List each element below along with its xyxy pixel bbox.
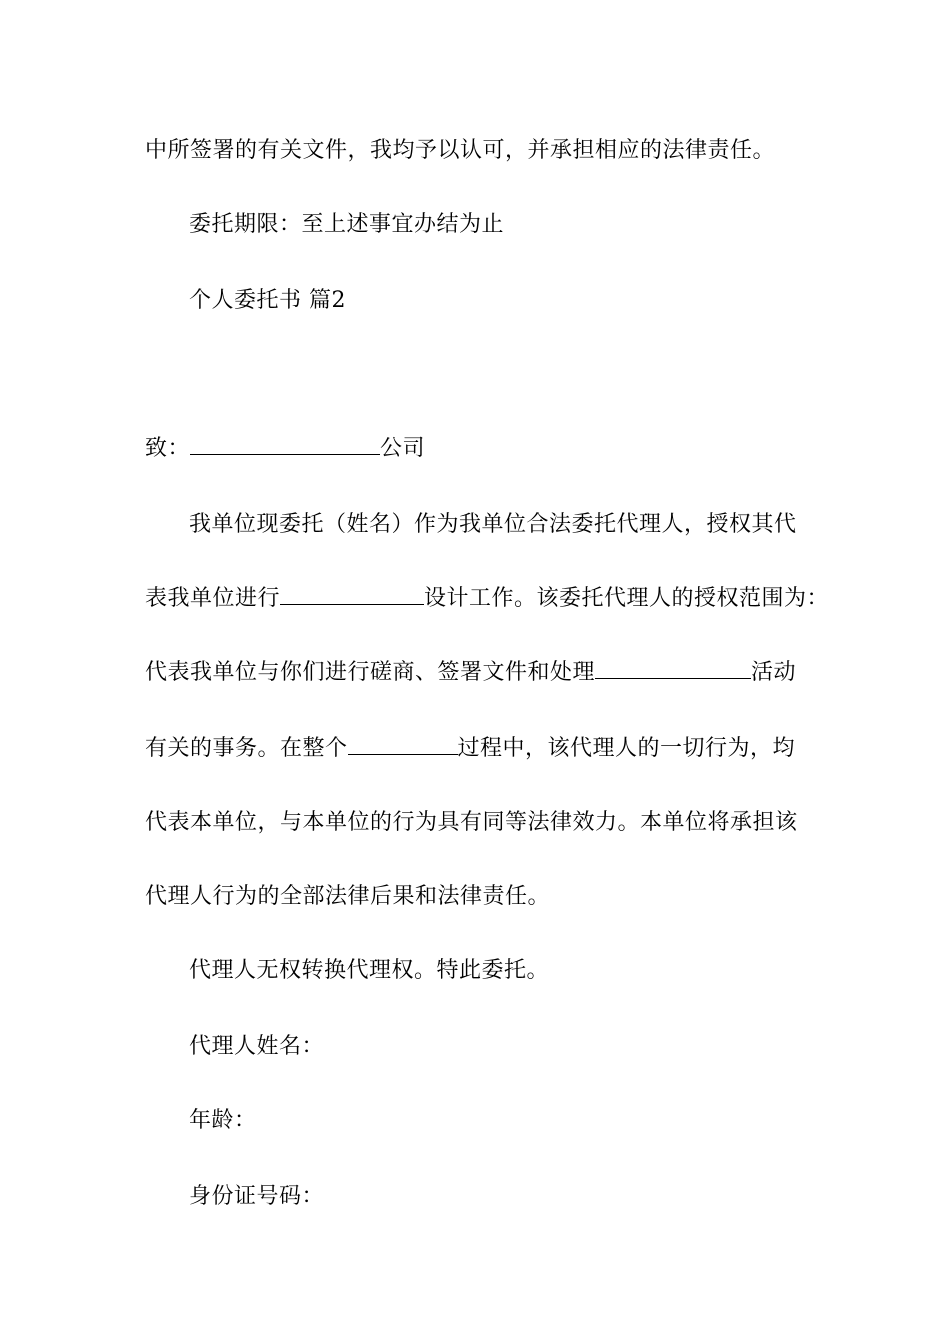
- age-field: [189, 1106, 257, 1136]
- paragraph-line: [145, 808, 798, 838]
- paragraph-line: [145, 734, 795, 764]
- paragraph-line: [189, 510, 797, 540]
- section-heading: [189, 286, 346, 316]
- line-text: 设计工作。该委托代理人的授权范围为：: [424, 586, 830, 611]
- line-text: 委托期限：至上述事宜办结为止: [189, 212, 505, 237]
- line-text: 有关的事务。在整个: [145, 736, 348, 761]
- line-text: 代理人行为的全部法律后果和法律责任。: [145, 884, 551, 909]
- agent-name-field: [189, 1032, 324, 1062]
- field-label: 年龄：: [189, 1108, 257, 1133]
- line-text: 我单位现委托（姓名）作为我单位合法委托代理人，授权其代: [189, 512, 797, 537]
- line-text: 过程中，该代理人的一切行为，均: [457, 736, 796, 761]
- line-text: 公司: [380, 436, 426, 461]
- addressee-line: [145, 434, 425, 464]
- line-text: 代表我单位与你们进行磋商、签署文件和处理: [145, 660, 596, 685]
- paragraph-line: [189, 956, 549, 986]
- company-blank: [190, 434, 380, 455]
- paragraph-line: [145, 136, 775, 166]
- id-number-field: [189, 1182, 324, 1212]
- line-text: 代表本单位，与本单位的行为具有同等法律效力。本单位将承担该: [145, 810, 798, 835]
- line-text: 活动: [751, 660, 797, 685]
- design-work-blank: [280, 584, 424, 605]
- process-blank: [348, 734, 458, 755]
- paragraph-line: [145, 882, 550, 912]
- line-text: 代理人无权转换代理权。特此委托。: [189, 958, 550, 983]
- line-text: 致：: [145, 436, 191, 461]
- paragraph-line: [145, 584, 829, 614]
- field-label: 代理人姓名：: [189, 1034, 325, 1059]
- line-text: 表我单位进行: [145, 586, 281, 611]
- paragraph-line: [145, 658, 796, 688]
- activity-blank: [595, 658, 751, 679]
- entrust-period-line: [189, 210, 504, 240]
- field-label: 身份证号码：: [189, 1184, 325, 1209]
- line-text: 个人委托书 篇2: [189, 288, 346, 313]
- line-text: 中所签署的有关文件，我均予以认可，并承担相应的法律责任。: [145, 138, 776, 163]
